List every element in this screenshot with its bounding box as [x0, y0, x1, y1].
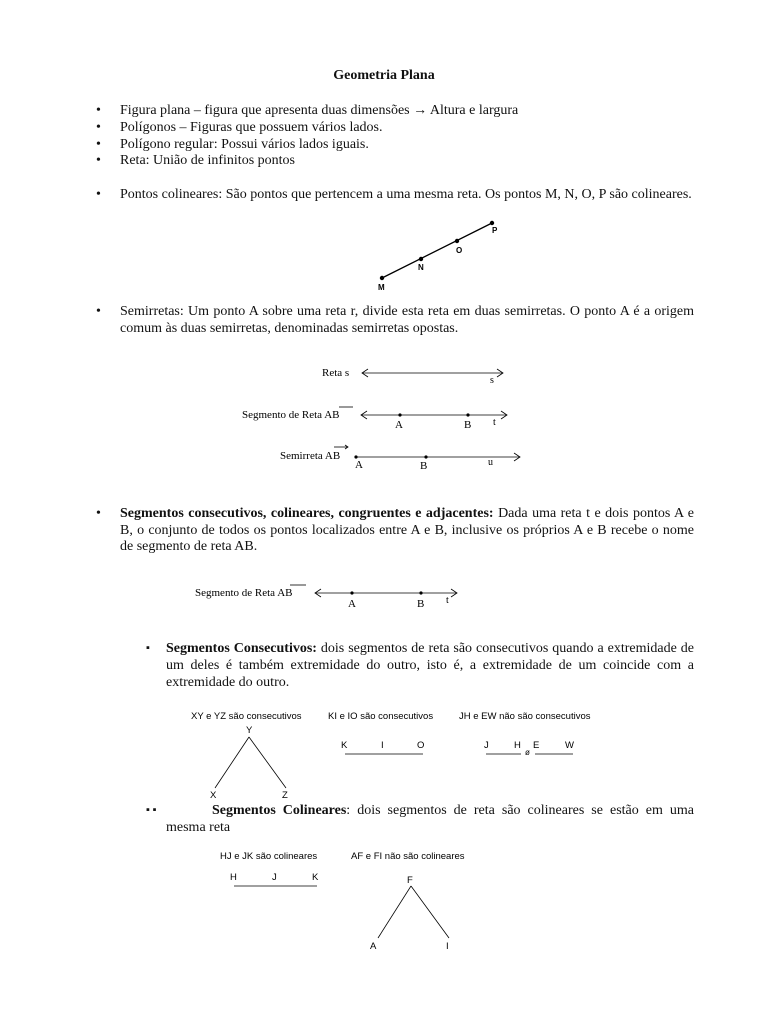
label-h: H — [514, 740, 521, 751]
colinear-line — [382, 223, 492, 278]
fig1-caption: HJ e JK são colineares — [220, 851, 318, 862]
point-m — [380, 276, 384, 280]
label-b: B — [464, 419, 472, 431]
label-a: A — [395, 419, 403, 431]
consecutivos-body: dois segmentos de reta são consecutivos quando a extremidade de um deles é também extremidade do outro, isto é, a extremidade de um coincide com a extremidade do outro. — [166, 641, 694, 690]
label-j: J — [272, 872, 277, 883]
label-a: A — [348, 598, 356, 610]
label-a: A — [355, 459, 363, 471]
label-a: A — [370, 941, 377, 952]
fig2-caption: AF e FI não são colineares — [351, 851, 465, 862]
segmentos-body: Dada uma reta t e dois pontos A e B, o conjunto de todos os pontos localizados entre A e B, inclusive os próprios A e B recebe o nome de segmento de reta AB. — [120, 506, 694, 554]
label-e: E — [533, 740, 540, 751]
point-p — [490, 221, 494, 225]
segmento-label: Segmento de Reta — [195, 587, 278, 599]
label-i: I — [381, 740, 384, 751]
colinear-points-figure — [370, 215, 510, 295]
point-a — [398, 413, 401, 416]
bullet-marker: • — [96, 120, 101, 135]
fig1-caption: XY e YZ são consecutivos — [191, 711, 302, 722]
label-k: K — [312, 872, 319, 883]
label-n: N — [418, 263, 424, 272]
segmento-figure — [185, 580, 475, 615]
list-item: Figura plana – figura que apresenta duas dimensões → Altura e largura — [120, 103, 519, 118]
list-item: Polígono regular: Possui vários lados iguais. — [120, 137, 369, 152]
fig3-caption: JH e EW não são consecutivos — [459, 711, 591, 722]
label-h: H — [230, 872, 237, 883]
fig2-caption: KI e IO são consecutivos — [328, 711, 434, 722]
label-i: I — [446, 941, 449, 952]
line-name: u — [488, 457, 493, 468]
segmento-name: AB — [277, 587, 293, 599]
point-o — [455, 239, 459, 243]
segmento-caption — [242, 409, 339, 421]
semirretas-text: Semirretas: Um ponto A sobre uma reta r, divide esta reta em duas semirretas. O ponto A é a origem comum às duas semirretas, denominadas semirretas opostas. — [120, 304, 694, 336]
label-y: Y — [246, 725, 253, 736]
page-title: Geometria Plana — [333, 68, 435, 83]
consecutivos-text — [166, 640, 694, 691]
segment-af — [378, 886, 411, 938]
point-b — [424, 455, 427, 458]
semirreta-caption — [280, 450, 340, 462]
list-item: Polígonos – Figuras que possuem vários lados. — [120, 120, 383, 135]
label-o: O — [456, 246, 463, 255]
point-b — [466, 413, 469, 416]
bullet-marker: • — [96, 506, 101, 521]
colineares2-figure — [210, 845, 510, 955]
consecutivos-figure — [180, 705, 620, 805]
colineares2-text — [166, 802, 694, 836]
label-z: Z — [282, 790, 288, 801]
segmento-caption — [195, 587, 292, 599]
label-m: M — [378, 283, 385, 292]
label-p: P — [492, 226, 498, 235]
label-k: K — [341, 740, 348, 751]
reta-s-name: s — [490, 375, 494, 386]
consecutivos-heading: Segmentos Consecutivos: — [166, 641, 317, 656]
colineares-text: Pontos colineares: São pontos que pertencem a uma mesma reta. Os pontos M, N, O, P são colineares. — [120, 187, 692, 202]
label-b: B — [417, 598, 425, 610]
bullet-marker: • — [96, 137, 101, 152]
segmento-name: AB — [324, 409, 340, 421]
bullet-marker: • — [96, 304, 101, 319]
label-f: F — [407, 875, 413, 886]
line-name: t — [446, 595, 449, 606]
label-x: X — [210, 790, 217, 801]
colineares2-body: : dois segmentos de reta são colineares se estão em uma mesma reta — [166, 803, 694, 835]
bullet-marker: • — [96, 153, 101, 168]
label-w: W — [565, 740, 574, 751]
segment-yz — [249, 737, 286, 788]
square-bullet: ▪ — [146, 642, 150, 654]
segment-xy — [215, 737, 249, 788]
line-name: t — [493, 417, 496, 428]
semirreta-name: AB — [324, 450, 341, 462]
semirretas-figure — [230, 360, 530, 475]
label-o: O — [417, 740, 425, 751]
label-j: J — [484, 740, 489, 751]
segmento-label: Segmento de Reta — [242, 409, 325, 421]
colineares2-heading: Segmentos Colineares — [212, 803, 347, 818]
segmentos-heading: Segmentos consecutivos, colineares, congruentes e adjacentes: — [120, 506, 494, 521]
list-item: Reta: União de infinitos pontos — [120, 153, 295, 168]
bullet-marker: • — [96, 187, 101, 202]
semirreta-label: Semirreta — [280, 450, 325, 462]
segmentos-text — [120, 506, 694, 556]
bullet-marker: • — [96, 103, 101, 118]
label-b: B — [420, 460, 428, 472]
empty-set-symbol: ø — [525, 748, 530, 757]
segment-fi — [411, 886, 449, 938]
reta-label: Reta s — [322, 367, 350, 379]
point-n — [419, 257, 423, 261]
square-bullet: ▪ ▪ — [146, 804, 157, 816]
point-b — [419, 591, 422, 594]
point-a — [350, 591, 353, 594]
